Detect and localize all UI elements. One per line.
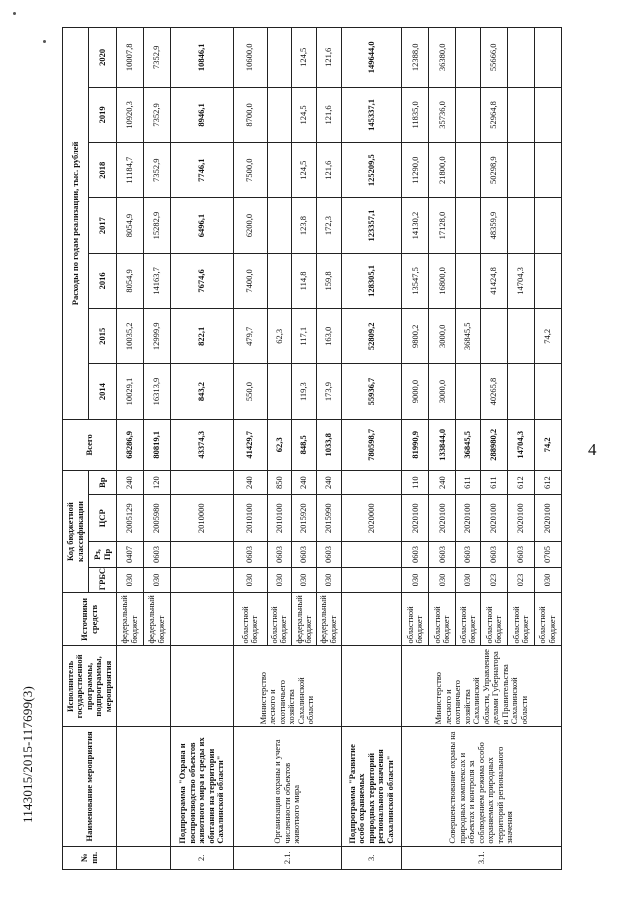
year-amount-cell: 41424,8 (481, 253, 508, 308)
grbs-cell: 030 (292, 567, 317, 593)
year-amount-cell: 173,9 (317, 364, 342, 419)
row-number (117, 846, 171, 869)
year-amount-cell: 550,0 (233, 364, 267, 419)
year-amount-cell (534, 87, 561, 142)
grbs-cell: 030 (429, 567, 456, 593)
year-amount-cell (456, 364, 481, 419)
row-number: 3.1. (402, 846, 562, 869)
funding-source: областной бюджет (233, 593, 267, 646)
year-amount-cell: 121,6 (317, 143, 342, 198)
csr-cell: 2010000 (170, 495, 233, 542)
year-amount-cell: 119,3 (292, 364, 317, 419)
grbs-cell (341, 567, 402, 593)
vr-cell: 240 (117, 470, 144, 494)
year-amount-cell (456, 253, 481, 308)
year-amount-cell: 8054,9 (117, 198, 144, 253)
budget-table (62, 27, 562, 870)
activity-name: Подпрограмма "Развитие особо охраняемых природных территорий регионального значения Сахалинской области" (341, 727, 402, 846)
header-num: № пп. (63, 846, 117, 869)
year-amount-cell: 7352,9 (143, 143, 170, 198)
rzpr-cell (341, 542, 402, 568)
vr-cell: 110 (402, 470, 429, 494)
year-amount-cell: 121,6 (317, 87, 342, 142)
rzpr-cell: 0603 (292, 542, 317, 568)
total-cell: 43374,3 (170, 419, 233, 470)
executor-cell (117, 646, 171, 727)
header-year: 2017 (89, 198, 117, 253)
year-amount-cell: 123,8 (292, 198, 317, 253)
year-amount-cell: 10029,1 (117, 364, 144, 419)
year-amount-cell: 55936,7 (341, 364, 402, 419)
year-amount-cell: 55666,0 (481, 28, 508, 88)
year-amount-cell: 124,5 (292, 87, 317, 142)
year-amount-cell: 52964,8 (481, 87, 508, 142)
year-amount-cell (456, 198, 481, 253)
year-amount-cell (267, 364, 292, 419)
header-vr: Вр (89, 470, 117, 494)
table-body (117, 28, 562, 870)
budget-table-sheet (62, 27, 562, 870)
year-amount-cell: 8054,9 (117, 253, 144, 308)
executor-cell: Министерство лесного и охотничьего хозяйства Сахалинской области, Управление делами Губернатора и Правительства Сахалинской области (402, 646, 562, 727)
csr-cell: 2020100 (534, 495, 561, 542)
year-amount-cell (456, 143, 481, 198)
year-amount-cell: 17128,0 (429, 198, 456, 253)
grbs-cell: 030 (117, 567, 144, 593)
year-amount-cell: 6496,1 (170, 198, 233, 253)
header-years-group: Расходы по годам реализации, тыс. рублей (63, 28, 89, 420)
header-rzpr: Рз, Пр (89, 542, 117, 568)
year-amount-cell: 159,8 (317, 253, 342, 308)
year-amount-cell (456, 87, 481, 142)
csr-cell: 2005129 (117, 495, 144, 542)
header-name: Наименование мероприятия (63, 727, 117, 846)
vr-cell: 240 (429, 470, 456, 494)
year-amount-cell (508, 28, 535, 88)
grbs-cell: 030 (317, 567, 342, 593)
grbs-cell: 023 (508, 567, 535, 593)
vr-cell (170, 470, 233, 494)
year-amount-cell: 163,0 (317, 309, 342, 364)
year-amount-cell (456, 28, 481, 88)
csr-cell: 2015990 (317, 495, 342, 542)
year-amount-cell: 10920,3 (117, 87, 144, 142)
csr-cell: 2020100 (508, 495, 535, 542)
total-cell: 780598,7 (341, 419, 402, 470)
funding-source: областной бюджет (508, 593, 535, 646)
year-amount-cell (267, 87, 292, 142)
year-amount-cell (534, 198, 561, 253)
total-cell: 68286,9 (117, 419, 144, 470)
grbs-cell: 030 (233, 567, 267, 593)
year-amount-cell: 9800,2 (402, 309, 429, 364)
activity-name: Подпрограмма "Охрана и воспроизводство объектов животного мира и среды их обитания на территории Сахалинской области" (170, 727, 233, 846)
year-amount-cell: 50298,9 (481, 143, 508, 198)
year-amount-cell: 145337,1 (341, 87, 402, 142)
header-year: 2016 (89, 253, 117, 308)
year-amount-cell: 74,2 (534, 309, 561, 364)
activity-name: Организация охраны и учета численности объектов животного мира (233, 727, 341, 846)
total-cell: 133844,0 (429, 419, 456, 470)
total-cell: 62,3 (267, 419, 292, 470)
year-amount-cell: 12999,9 (143, 309, 170, 364)
header-year: 2020 (89, 28, 117, 88)
year-amount-cell: 479,7 (233, 309, 267, 364)
year-amount-cell (508, 143, 535, 198)
funding-source: областной бюджет (481, 593, 508, 646)
activity-name: Совершенствование охраны на природных комплексах и объектах и контроля за соблюдением режима особо охраняемых природных территорий регионального значения (402, 727, 562, 846)
year-amount-cell (508, 198, 535, 253)
year-amount-cell: 10846,1 (170, 28, 233, 88)
scan-speck (13, 12, 16, 15)
year-amount-cell: 10035,2 (117, 309, 144, 364)
year-amount-cell: 6200,0 (233, 198, 267, 253)
year-amount-cell: 12388,0 (402, 28, 429, 88)
vr-cell: 240 (317, 470, 342, 494)
vr-cell: 611 (481, 470, 508, 494)
vr-cell: 612 (534, 470, 561, 494)
csr-cell: 2010100 (233, 495, 267, 542)
year-amount-cell: 21800,0 (429, 143, 456, 198)
total-cell: 41429,7 (233, 419, 267, 470)
funding-source: федеральный бюджет (317, 593, 342, 646)
rzpr-cell: 0603 (429, 542, 456, 568)
executor-cell (341, 646, 402, 727)
rzpr-cell: 0603 (267, 542, 292, 568)
grbs-cell: 030 (456, 567, 481, 593)
year-amount-cell (267, 28, 292, 88)
year-amount-cell: 172,3 (317, 198, 342, 253)
vr-cell: 240 (233, 470, 267, 494)
year-amount-cell: 3000,0 (429, 309, 456, 364)
vr-cell: 240 (292, 470, 317, 494)
funding-source: федеральный бюджет (117, 593, 144, 646)
funding-source: федеральный бюджет (143, 593, 170, 646)
year-amount-cell: 125209,5 (341, 143, 402, 198)
funding-source: федеральный бюджет (292, 593, 317, 646)
csr-cell: 2020100 (456, 495, 481, 542)
executor-cell: Министерство лесного и охотничьего хозяйства Сахалинской области (233, 646, 341, 727)
total-cell: 36845,5 (456, 419, 481, 470)
funding-source: областной бюджет (534, 593, 561, 646)
year-amount-cell: 40265,8 (481, 364, 508, 419)
csr-cell: 2020100 (481, 495, 508, 542)
rzpr-cell: 0603 (317, 542, 342, 568)
rzpr-cell: 0603 (402, 542, 429, 568)
rzpr-cell: 0603 (481, 542, 508, 568)
year-amount-cell: 121,6 (317, 28, 342, 88)
csr-cell: 2020000 (341, 495, 402, 542)
year-amount-cell (508, 364, 535, 419)
year-amount-cell: 11184,7 (117, 143, 144, 198)
year-amount-cell: 8946,1 (170, 87, 233, 142)
page-number: 4 (588, 440, 597, 459)
funding-source: областной бюджет (267, 593, 292, 646)
year-amount-cell (534, 28, 561, 88)
year-amount-cell: 8700,0 (233, 87, 267, 142)
year-amount-cell: 7352,9 (143, 87, 170, 142)
grbs-cell (170, 567, 233, 593)
year-amount-cell: 16800,0 (429, 253, 456, 308)
year-amount-cell: 7746,1 (170, 143, 233, 198)
vr-cell: 612 (508, 470, 535, 494)
header-total: Всего (63, 419, 117, 470)
total-cell: 14704,3 (508, 419, 535, 470)
year-amount-cell: 149644,0 (341, 28, 402, 88)
rzpr-cell: 0603 (456, 542, 481, 568)
year-amount-cell: 822,1 (170, 309, 233, 364)
year-amount-cell: 14163,7 (143, 253, 170, 308)
year-amount-cell: 35736,0 (429, 87, 456, 142)
year-amount-cell: 123357,1 (341, 198, 402, 253)
year-amount-cell: 16313,9 (143, 364, 170, 419)
header-year: 2014 (89, 364, 117, 419)
funding-source: областной бюджет (456, 593, 481, 646)
year-amount-cell: 11290,0 (402, 143, 429, 198)
rzpr-cell: 0603 (233, 542, 267, 568)
year-amount-cell (267, 253, 292, 308)
grbs-cell: 030 (143, 567, 170, 593)
year-amount-cell: 124,5 (292, 28, 317, 88)
year-amount-cell: 3000,0 (429, 364, 456, 419)
header-source: Источники средств (63, 593, 117, 646)
rzpr-cell: 0407 (117, 542, 144, 568)
year-amount-cell: 13547,5 (402, 253, 429, 308)
year-amount-cell: 52809,2 (341, 309, 402, 364)
year-amount-cell (508, 87, 535, 142)
total-cell: 80819,1 (143, 419, 170, 470)
header-grbs: ГРБС (89, 567, 117, 593)
table-row (233, 28, 267, 870)
total-cell: 81990,9 (402, 419, 429, 470)
year-amount-cell: 7352,9 (143, 28, 170, 88)
year-amount-cell: 124,5 (292, 143, 317, 198)
year-amount-cell: 843,2 (170, 364, 233, 419)
grbs-cell: 030 (402, 567, 429, 593)
year-amount-cell: 36380,0 (429, 28, 456, 88)
year-amount-cell (481, 309, 508, 364)
year-amount-cell: 14130,2 (402, 198, 429, 253)
table-row (402, 28, 429, 870)
csr-cell: 2010100 (267, 495, 292, 542)
year-amount-cell: 9000,0 (402, 364, 429, 419)
year-amount-cell: 7500,0 (233, 143, 267, 198)
total-cell: 1033,8 (317, 419, 342, 470)
document-code: 1143015/2015-117699(3) (20, 685, 35, 823)
rzpr-cell (170, 542, 233, 568)
table-row (117, 28, 144, 870)
funding-source: областной бюджет (429, 593, 456, 646)
row-number: 2.1. (233, 846, 341, 869)
row-number: 3. (341, 846, 402, 869)
header-year: 2019 (89, 87, 117, 142)
year-amount-cell: 7674,6 (170, 253, 233, 308)
year-amount-cell (534, 364, 561, 419)
total-cell: 74,2 (534, 419, 561, 470)
csr-cell: 2020100 (429, 495, 456, 542)
rzpr-cell: 0603 (143, 542, 170, 568)
vr-cell: 611 (456, 470, 481, 494)
year-amount-cell: 10007,8 (117, 28, 144, 88)
year-amount-cell (267, 198, 292, 253)
executor-cell (170, 646, 233, 727)
header-csr: ЦСР (89, 495, 117, 542)
header-budget-code: Код бюджетной классификации (63, 470, 89, 592)
year-amount-cell: 10600,0 (233, 28, 267, 88)
csr-cell: 2020100 (402, 495, 429, 542)
year-amount-cell (534, 143, 561, 198)
year-amount-cell: 11835,0 (402, 87, 429, 142)
vr-cell (341, 470, 402, 494)
year-amount-cell: 128305,1 (341, 253, 402, 308)
vr-cell: 850 (267, 470, 292, 494)
year-amount-cell: 62,3 (267, 309, 292, 364)
year-amount-cell (534, 253, 561, 308)
grbs-cell: 030 (534, 567, 561, 593)
vr-cell: 120 (143, 470, 170, 494)
funding-source: областной бюджет (402, 593, 429, 646)
total-cell: 848,5 (292, 419, 317, 470)
csr-cell: 2015920 (292, 495, 317, 542)
year-amount-cell: 114,8 (292, 253, 317, 308)
header-year: 2015 (89, 309, 117, 364)
table-row (170, 28, 233, 870)
year-amount-cell: 7400,0 (233, 253, 267, 308)
year-amount-cell: 48359,9 (481, 198, 508, 253)
year-amount-cell: 117,1 (292, 309, 317, 364)
scan-speck (43, 40, 46, 43)
csr-cell: 2005980 (143, 495, 170, 542)
row-number: 2. (170, 846, 233, 869)
grbs-cell: 023 (481, 567, 508, 593)
total-cell: 288980,2 (481, 419, 508, 470)
year-amount-cell: 14704,3 (508, 253, 535, 308)
activity-name (117, 727, 171, 846)
rzpr-cell: 0603 (508, 542, 535, 568)
funding-source (341, 593, 402, 646)
year-amount-cell (508, 309, 535, 364)
header-executor: Исполнитель государственной программы, подпрограммы, мероприятия (63, 646, 117, 727)
header-year: 2018 (89, 143, 117, 198)
table-row (341, 28, 402, 870)
year-amount-cell (267, 143, 292, 198)
funding-source (170, 593, 233, 646)
year-amount-cell: 36845,5 (456, 309, 481, 364)
rzpr-cell: 0705 (534, 542, 561, 568)
grbs-cell: 030 (267, 567, 292, 593)
year-amount-cell: 15282,9 (143, 198, 170, 253)
